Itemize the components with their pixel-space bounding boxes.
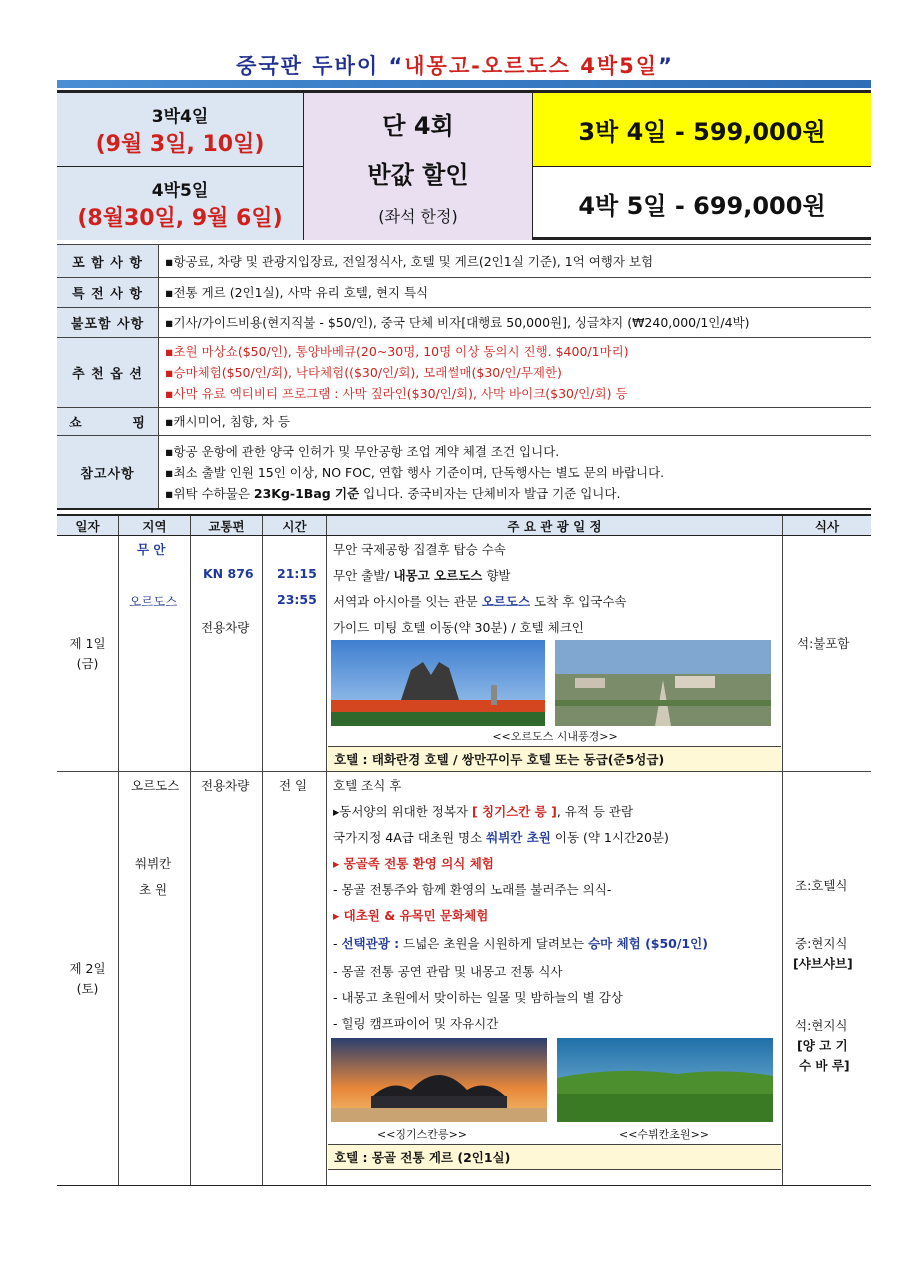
- ordos-statue-photo: [331, 640, 545, 726]
- price-3n4d: 3박 4일 - 599,000원: [533, 93, 871, 166]
- itinerary-header: 일자 지역 교통편 시간 주 요 관 광 일 정 식사: [57, 514, 871, 536]
- divider: [57, 166, 303, 167]
- day-label: 제 1일 (금): [57, 536, 119, 771]
- region-cell: 오르도스 쒀뷔칸 초 원: [119, 772, 191, 1185]
- itinerary-day-1: [57, 536, 871, 772]
- info-row-include: 포 함 사 항 ▪항공료, 차량 및 관광지입장료, 전일정식사, 호텔 및 게르(2인1실 기준), 1억 여행자 보험: [57, 244, 871, 278]
- info-row-special: 특 전 사 항 ▪전통 게르 (2인1실), 사막 유리 호텔, 현지 특식: [57, 278, 871, 308]
- day-label: 제 2일 (토): [57, 772, 119, 1185]
- info-row-notes: 참고사항 ▪항공 운항에 관한 양국 인허가 및 무안공항 조업 계약 체결 조건 입니다. ▪최소 출발 인원 15인 이상, NO FOC, 연합 행사 기준이며, 단독행사는 별도 문의 바랍니다. ▪위탁 수하물은 23Kg-1Bag 기준 입니다. 중국비자는 단체비자 발급 기준 입니다.: [57, 436, 871, 510]
- region-cell: 무 안 오르도스: [119, 536, 191, 771]
- info-row-options: 추 천 옵 션 ▪초원 마상쇼($50/인), 통양바베큐(20~30명, 10명 이상 동의시 진행. $400/1마리) ▪승마체험($50/인/회), 낙타체험(($30/인/회), 모래썰매($30/인/무제한) ▪사막 유료 엑티비티 프로그램 : 사막 짚라인($30/인/회), 사막 바이크($30/인/회) 등: [57, 338, 871, 408]
- info-table: [57, 244, 871, 510]
- activities-cell: 호텔 조식 후 ▸동서양의 위대한 정복자 [ 칭기스칸 릉 ], 유적 등 관람 국가지정 4A급 대초원 명소 쒀뷔칸 초원 이동 (약 1시간20분) ▸ 몽골족 전통 환영 의식 체험 - 몽골 전통주와 함께 환영의 노래를 불러주는 의식- ▸ 대초원 & 유목민 문화체험 - 선택관광 : 드넓은 초원을 시원하게 달려보는 승마 체험 ($50/1인) - 몽골 전통 공연 관람 및 내몽고 전통 식사 - 내몽고 초원에서 맞이하는 일몰 및 밤하늘의 별 감상 - 힐링 캠프파이어 및 자유시간 <<징기스칸릉>> <<수뷔칸초원>> 호텔 : 몽골 전통 게르 (2인1실): [327, 772, 783, 1185]
- price-4n5d: 4박 5일 - 699,000원: [578, 192, 826, 220]
- transport-cell: KN 876 전용차량: [191, 536, 263, 771]
- meal-cell: 조:호텔식 중:현지식 [샤브샤브] 석:현지식 [양 고 기 수 바 루]: [793, 878, 853, 1073]
- page-title: 중국판 두바이 “내몽고-오르도스 4박5일”: [236, 54, 674, 78]
- divider: [533, 166, 871, 167]
- departure-3n4d: 3박4일 (9월 3일, 10일): [57, 93, 303, 166]
- title-underline: [57, 80, 871, 88]
- divider: [303, 93, 304, 240]
- day1-hotel: 호텔 : 태화란경 호텔 / 쌍만꾸이두 호텔 또는 동급(준5성급): [328, 746, 781, 771]
- day2-hotel: 호텔 : 몽골 전통 게르 (2인1실): [328, 1144, 781, 1170]
- time-cell: 전 일: [263, 772, 327, 1185]
- departure-price-box: [57, 90, 871, 240]
- ordos-city-photo: [555, 640, 771, 726]
- activities-cell: 무안 국제공항 집결후 탑승 수속 무안 출발/ 내몽고 오르도스 향발 서역과 아시아를 잇는 관문 오르도스 도착 후 입국수속 가이드 미팅 호텔 이동(약 30분) / 호텔 체크인 <<오르도스 시내풍경>> 호텔 : 태화란경 호텔 / 쌍만꾸이두 호텔 또는 동급(준5성급): [327, 536, 783, 771]
- grassland-photo: [557, 1038, 773, 1122]
- info-row-shopping: 쇼 핑 ▪캐시미어, 침향, 차 등: [57, 408, 871, 436]
- meal-cell: 석:불포함: [797, 636, 850, 651]
- promo-box: 단 4회 반값 할인 (좌석 한정): [304, 93, 532, 240]
- genghis-mausoleum-photo: [331, 1038, 547, 1122]
- itinerary-table: [57, 514, 871, 1186]
- info-row-exclude: 불포함 사항 ▪기사/가이드비용(현지직불 - $50/인), 중국 단체 비자[대행료 50,000원], 싱글챠지 (₩240,000/1인/4박): [57, 308, 871, 338]
- transport-cell: 전용차량: [191, 772, 263, 1185]
- itinerary-day-2: [57, 772, 871, 1186]
- time-cell: 21:15 23:55: [263, 536, 327, 771]
- departure-4n5d: 4박5일 (8월30일, 9월 6일): [57, 167, 303, 240]
